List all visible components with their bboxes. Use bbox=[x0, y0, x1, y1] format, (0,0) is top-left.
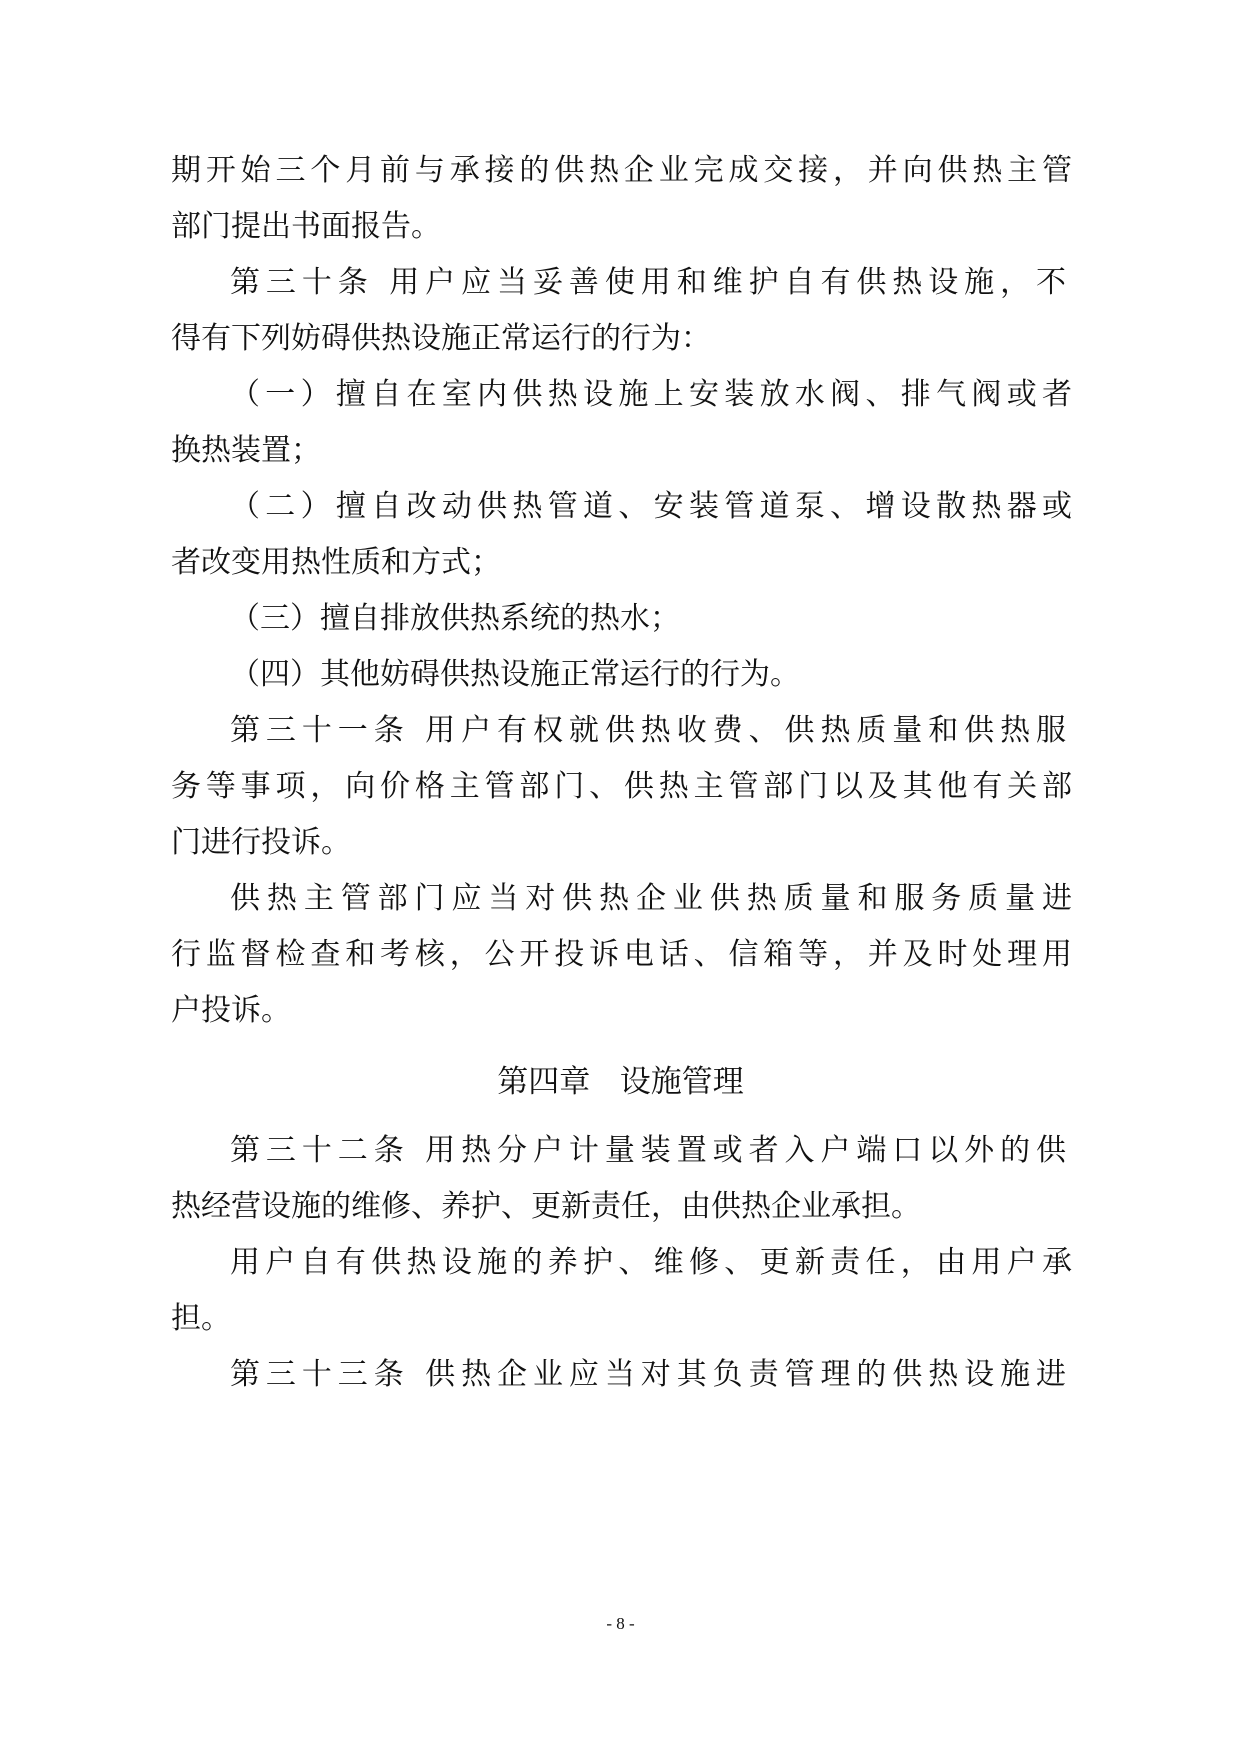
text-line bbox=[0, 1243, 1241, 1283]
text-line bbox=[0, 543, 1241, 583]
text-line bbox=[0, 263, 1241, 303]
line-text: 得有下列妨碍供热设施正常运行的行为： bbox=[171, 321, 711, 356]
line-text: （四）其他妨碍供热设施正常运行的行为。 bbox=[230, 657, 800, 692]
text-line bbox=[0, 655, 1241, 695]
text-line bbox=[0, 431, 1241, 471]
line-text: 担。 bbox=[171, 1301, 231, 1336]
line-text: 第三十条 用户应当妥善使用和维护自有供热设施，不 bbox=[230, 265, 1072, 300]
text-line bbox=[0, 879, 1241, 919]
line-text: 第三十一条 用户有权就供热收费、供热质量和供热服 bbox=[230, 713, 1072, 748]
text-line bbox=[0, 151, 1241, 191]
line-text: 户投诉。 bbox=[171, 993, 291, 1028]
text-line bbox=[0, 823, 1241, 863]
line-text: 部门提出书面报告。 bbox=[171, 209, 441, 244]
text-line bbox=[0, 1187, 1241, 1227]
line-text: （一）擅自在室内供热设施上安装放水阀、排气阀或者 bbox=[230, 377, 1078, 412]
text-line bbox=[0, 991, 1241, 1031]
text-line bbox=[0, 1299, 1241, 1339]
line-text: 换热装置； bbox=[171, 433, 321, 468]
line-text: 第三十二条 用热分户计量装置或者入户端口以外的供 bbox=[230, 1133, 1072, 1168]
text-line bbox=[0, 767, 1241, 807]
line-text: 行监督检查和考核，公开投诉电话、信箱等，并及时处理用 bbox=[171, 937, 1077, 972]
line-text: 热经营设施的维修、养护、更新责任，由供热企业承担。 bbox=[171, 1189, 921, 1224]
text-line bbox=[0, 1355, 1241, 1395]
text-line bbox=[0, 207, 1241, 247]
text-line bbox=[0, 599, 1241, 639]
page-number: - 8 - bbox=[606, 1614, 635, 1633]
chapter-heading: 第四章 设施管理 bbox=[497, 1064, 744, 1100]
line-text: 期开始三个月前与承接的供热企业完成交接，并向供热主管 bbox=[171, 153, 1077, 188]
text-line bbox=[0, 711, 1241, 751]
line-text: （三）擅自排放供热系统的热水； bbox=[230, 601, 680, 636]
text-line bbox=[0, 375, 1241, 415]
text-line bbox=[0, 935, 1241, 975]
text-line bbox=[0, 319, 1241, 359]
line-text: 用户自有供热设施的养护、维修、更新责任，由用户承 bbox=[230, 1245, 1078, 1280]
line-text: 者改变用热性质和方式； bbox=[171, 545, 501, 580]
line-text: 供热主管部门应当对供热企业供热质量和服务质量进 bbox=[230, 881, 1079, 916]
line-text: 务等事项，向价格主管部门、供热主管部门以及其他有关部 bbox=[171, 769, 1077, 804]
line-text: （二）擅自改动供热管道、安装管道泵、增设散热器或 bbox=[230, 489, 1078, 524]
text-line bbox=[0, 1131, 1241, 1171]
line-text: 第三十三条 供热企业应当对其负责管理的供热设施进 bbox=[230, 1357, 1072, 1392]
text-line bbox=[0, 487, 1241, 527]
line-text: 门进行投诉。 bbox=[171, 825, 351, 860]
